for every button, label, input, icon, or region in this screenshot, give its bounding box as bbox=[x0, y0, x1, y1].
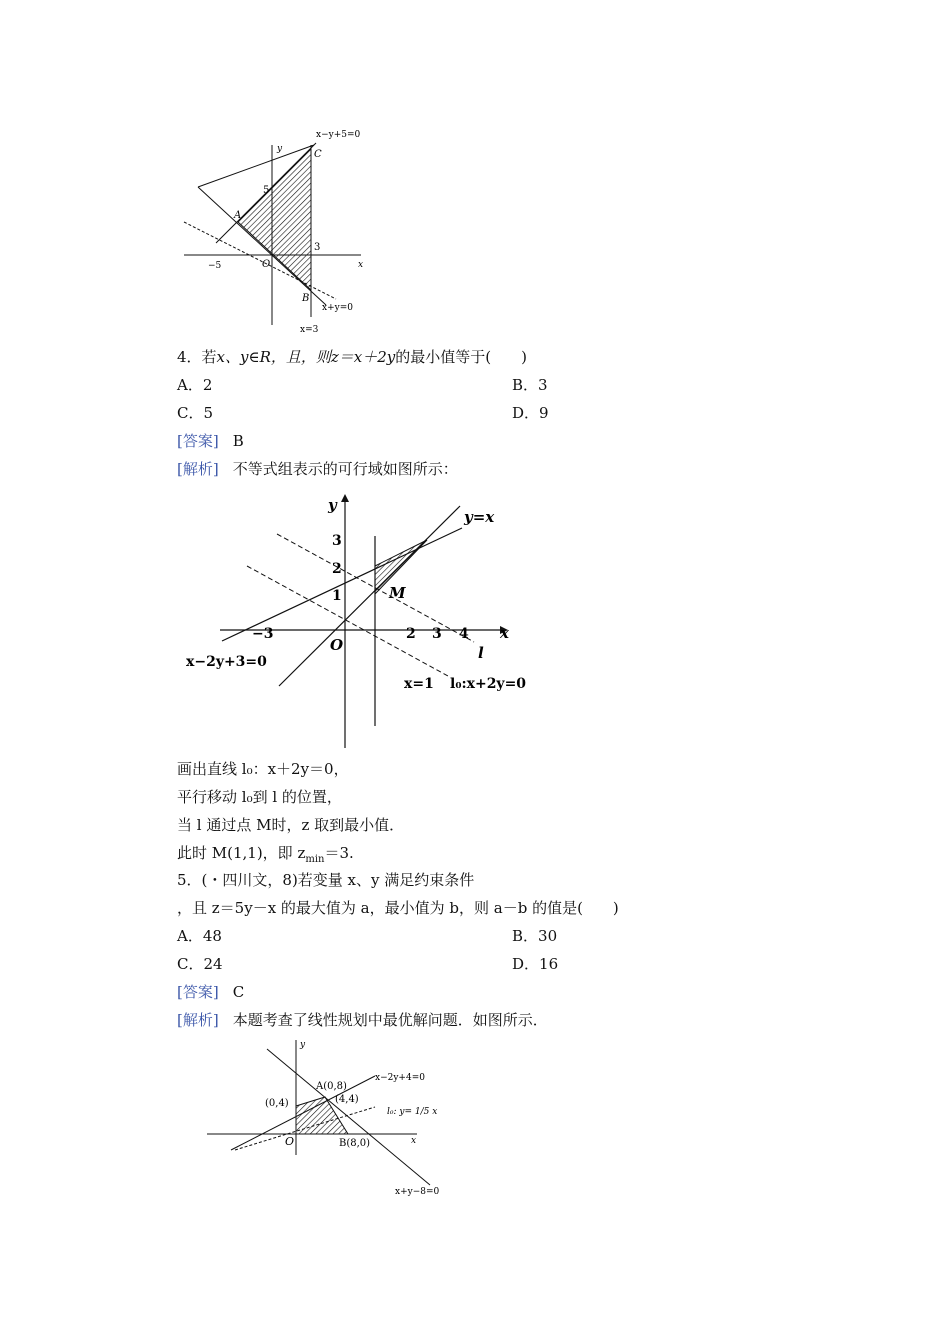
label-yx: y=x bbox=[464, 508, 495, 526]
tick-5: 5 bbox=[263, 185, 270, 196]
q5-option-d: D．16 bbox=[512, 955, 559, 973]
figure-3-feasible-region bbox=[205, 1035, 450, 1205]
q4-option-a: A．2 bbox=[177, 376, 213, 394]
label-x: x bbox=[500, 624, 509, 642]
q4-option-c: C．5 bbox=[177, 404, 214, 422]
label-O: O bbox=[330, 636, 344, 654]
label-x3: x=3 bbox=[300, 325, 319, 335]
label-l0: l₀:x+2y=0 bbox=[450, 676, 527, 692]
q4-solution-2: 平行移动 l₀到 l 的位置， bbox=[177, 788, 342, 806]
label-y: y bbox=[300, 1040, 306, 1050]
figure-2-feasible-region bbox=[182, 490, 532, 752]
label-B: B bbox=[302, 293, 310, 304]
shaded-region bbox=[238, 149, 311, 290]
tick-x4: 4 bbox=[459, 626, 469, 642]
label-xpy: x+y=0 bbox=[322, 303, 353, 313]
q4-stem: 4．若x、y∈R，且，则z＝x＋2y的最小值等于( ) bbox=[177, 348, 527, 366]
q5-stem-1: 5．(・四川文，8)若变量 x、y 满足约束条件 bbox=[177, 871, 475, 889]
tick-y3: 3 bbox=[332, 533, 342, 549]
tick-neg5: −5 bbox=[208, 261, 222, 271]
label-line-top: x−y+5=0 bbox=[316, 130, 361, 140]
tick-x3: 3 bbox=[432, 626, 442, 642]
line-y-equals-x bbox=[279, 506, 460, 686]
label-line1: x−2y+3=0 bbox=[186, 654, 267, 670]
label-A: A bbox=[234, 210, 242, 221]
q5-option-b: B．30 bbox=[512, 927, 558, 945]
tick-y1: 1 bbox=[332, 588, 342, 604]
label-04: (0,4) bbox=[265, 1098, 289, 1109]
label-y: y bbox=[328, 496, 337, 514]
line-x-plus-y-minus-8 bbox=[267, 1049, 430, 1185]
tick-neg3: −3 bbox=[252, 626, 274, 642]
q4-solution-3: 当 l 通过点 M时，z 取到最小值． bbox=[177, 816, 405, 834]
label-C: C bbox=[314, 149, 322, 160]
q4-solution-1: 画出直线 l₀：x＋2y＝0， bbox=[177, 760, 349, 778]
q4-option-d: D．9 bbox=[512, 404, 549, 422]
label-x: x bbox=[358, 260, 364, 270]
q4-option-b: B．3 bbox=[512, 376, 548, 394]
q4-solution-4: 此时 M(1,1)，即 $z_{min}=3$. bbox=[177, 844, 354, 865]
label-l: l bbox=[478, 644, 484, 662]
label-44: (4,4) bbox=[335, 1094, 359, 1105]
tick-x2: 2 bbox=[406, 626, 416, 642]
tick-3: 3 bbox=[314, 242, 321, 253]
label-O: O bbox=[262, 259, 271, 270]
q4-answer: [答案] B bbox=[177, 432, 244, 450]
q5-stem-2: ，且 z＝5y－x 的最大值为 a，最小值为 b，则 a－b 的值是( ) bbox=[177, 899, 619, 917]
q5-answer: [答案] C bbox=[177, 983, 245, 1001]
label-x1: x=1 bbox=[404, 676, 434, 692]
label-B: B(8,0) bbox=[339, 1138, 371, 1149]
label-line2: x+y−8=0 bbox=[395, 1187, 440, 1197]
label-line1: x−2y+4=0 bbox=[375, 1073, 425, 1083]
label-A: A(0,8) bbox=[316, 1081, 347, 1092]
label-y: y bbox=[277, 144, 283, 154]
q5-option-c: C．24 bbox=[177, 955, 223, 973]
label-O: O bbox=[285, 1135, 295, 1148]
q5-analysis: [解析] 本题考查了线性规划中最优解问题．如图所示． bbox=[177, 1011, 548, 1029]
tick-y2: 2 bbox=[332, 561, 342, 577]
label-x: x bbox=[411, 1136, 417, 1146]
figure-1-feasible-region bbox=[176, 125, 376, 337]
label-M: M bbox=[389, 584, 406, 602]
q4-analysis: [解析] 不等式组表示的可行域如图所示： bbox=[177, 460, 458, 478]
q5-option-a: A．48 bbox=[177, 927, 222, 945]
label-l0: l₀: y= 1/5 x bbox=[387, 1107, 438, 1117]
